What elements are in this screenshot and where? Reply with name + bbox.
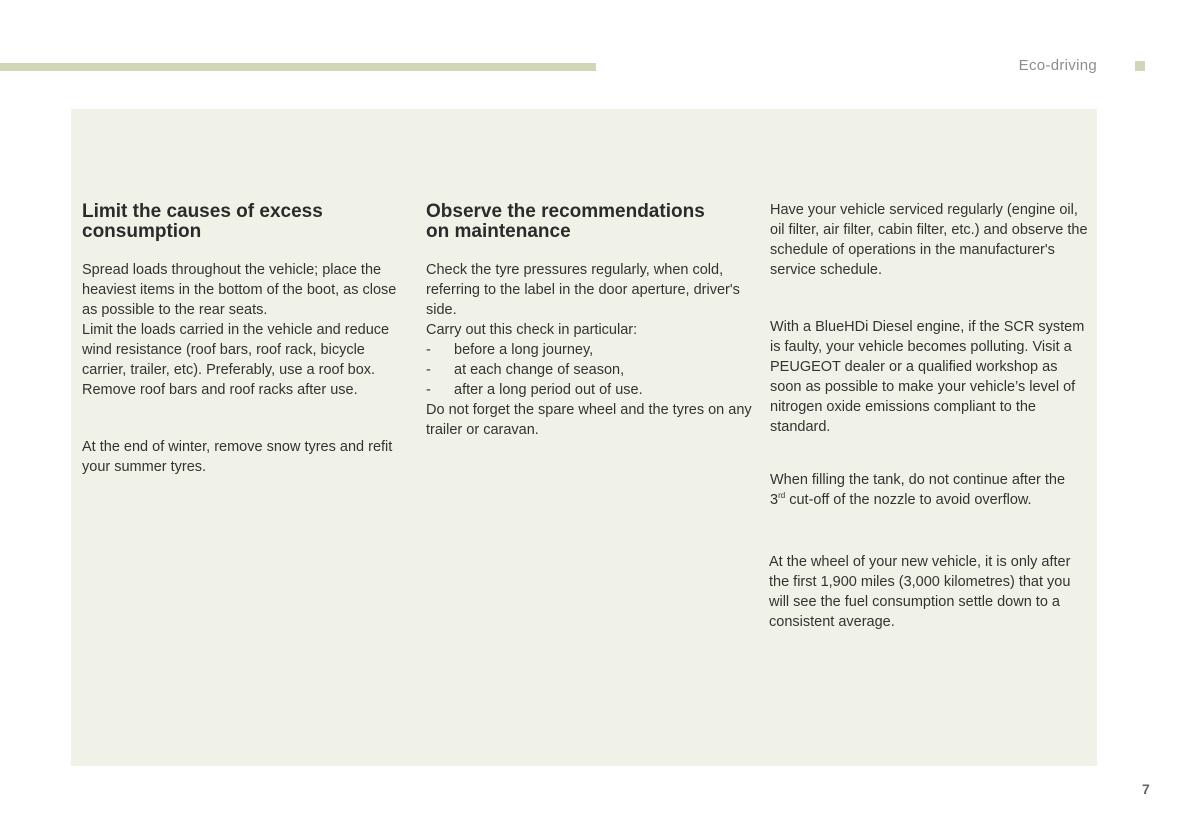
paragraph: At the end of winter, remove snow tyres and refit your summer tyres.	[82, 439, 393, 475]
paragraph: With a BlueHDi Diesel engine, if the SCR system is faulty, your vehicle becomes polluting. Visit a PEUGEOT dealer or a qualified workshop as soon as possible to make your vehicle’s level of nitrogen oxide emissions compliant to the standard.	[770, 319, 1085, 435]
bluehdi-paragraph-block	[770, 317, 1090, 437]
paragraph: Limit the loads carried in the vehicle and reduce wind resistance (roof bars, roof rack, bicycle carrier, trailer, etc). Preferably, use a roof box.	[82, 322, 390, 378]
column-maintenance	[426, 202, 756, 440]
section-title: Eco-driving	[1018, 57, 1097, 74]
list-item: - before a long journey,	[426, 342, 594, 358]
paragraph: Do not forget the spare wheel and the tyres on any trailer or caravan.	[426, 402, 752, 438]
paragraph: Have your vehicle serviced regularly (engine oil, oil filter, air filter, cabin filter, etc.) and observe the schedule of operations in the manufacturer's service schedule.	[770, 202, 1088, 278]
paragraph: Remove roof bars and roof racks after use.	[82, 382, 358, 398]
heading-maintenance: Observe the recommendations on maintenance	[426, 201, 705, 242]
paragraph: Spread loads throughout the vehicle; place the heaviest items in the bottom of the boot, as close as possible to the rear seats.	[82, 262, 397, 318]
column-excess-consumption	[82, 202, 402, 477]
list-item: - after a long period out of use.	[426, 382, 643, 398]
paragraph: Carry out this check in particular:	[426, 322, 638, 338]
list-item: - at each change of season,	[426, 362, 625, 378]
consumption-paragraph-block	[769, 552, 1089, 632]
paragraph: At the wheel of your new vehicle, it is only after the first 1,900 miles (3,000 kilometres) that you will see the fuel consumption settle down to a consistent average.	[769, 554, 1071, 630]
heading-excess-consumption: Limit the causes of excess consumption	[82, 201, 323, 242]
column-servicing	[770, 200, 1090, 280]
paragraph: Check the tyre pressures regularly, when cold, referring to the label in the door aperture, driver's side.	[426, 262, 740, 318]
paragraph: When filling the tank, do not continue after the 3rd cut-off of the nozzle to avoid overflow.	[770, 472, 1066, 508]
page-number: 7	[1142, 781, 1150, 797]
tank-paragraph-block	[770, 470, 1090, 510]
section-marker-square	[1135, 61, 1145, 71]
header-accent-bar	[0, 63, 596, 71]
